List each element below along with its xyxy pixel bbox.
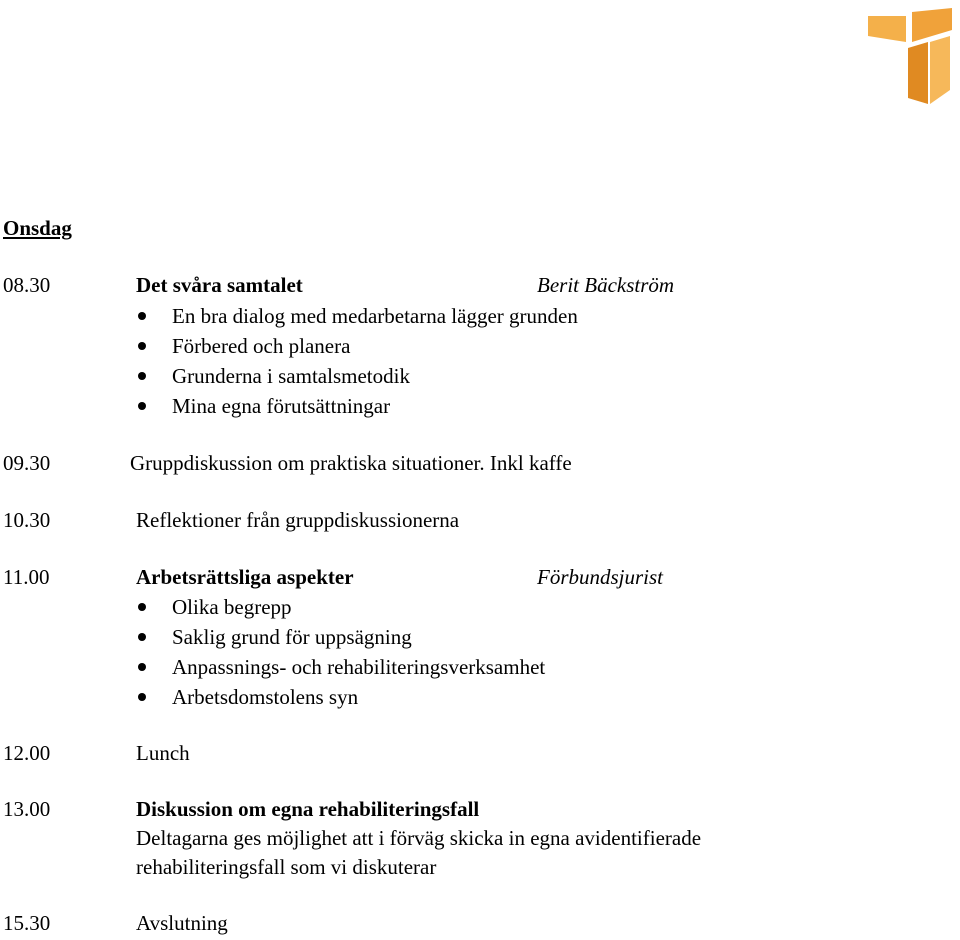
session-title: Gruppdiskussion om praktiska situationer. Inkl kaffe bbox=[130, 451, 572, 475]
session-title: Diskussion om egna rehabiliteringsfall bbox=[136, 797, 480, 821]
session-description: Deltagarna ges möjlighet att i förväg skicka in egna avidentifierade bbox=[136, 826, 702, 850]
session-time: 08.30 bbox=[3, 273, 51, 297]
bullet-item: Olika begrepp bbox=[172, 592, 292, 622]
session-title: Reflektioner från gruppdiskussionerna bbox=[136, 508, 460, 532]
bullet-item: En bra dialog med medarbetarna lägger grunden bbox=[172, 301, 578, 331]
logo-icon bbox=[864, 6, 956, 106]
session-time: 11.00 bbox=[3, 565, 50, 589]
bullet-item: Arbetsdomstolens syn bbox=[172, 682, 358, 712]
day-heading: Onsdag bbox=[3, 216, 72, 240]
session-time: 13.00 bbox=[3, 797, 51, 821]
session-speaker: Berit Bäckström bbox=[537, 273, 675, 297]
session-speaker: Förbundsjurist bbox=[537, 565, 664, 589]
session-time: 10.30 bbox=[3, 508, 51, 532]
session-time: 15.30 bbox=[3, 911, 51, 935]
session-time: 12.00 bbox=[3, 741, 51, 765]
session-title: Lunch bbox=[136, 741, 190, 765]
session-title: Avslutning bbox=[136, 911, 228, 935]
session-description: rehabiliteringsfall som vi diskuterar bbox=[136, 855, 437, 879]
bullet-item: Förbered och planera bbox=[172, 331, 350, 361]
bullet-item: Anpassnings- och rehabiliteringsverksamhet bbox=[172, 652, 545, 682]
bullet-item: Mina egna förutsättningar bbox=[172, 391, 390, 421]
session-time: 09.30 bbox=[3, 451, 51, 475]
session-title: Arbetsrättsliga aspekter bbox=[136, 565, 354, 589]
bullet-item: Saklig grund för uppsägning bbox=[172, 622, 412, 652]
session-title: Det svåra samtalet bbox=[136, 273, 303, 297]
bullet-item: Grunderna i samtalsmetodik bbox=[172, 361, 410, 391]
